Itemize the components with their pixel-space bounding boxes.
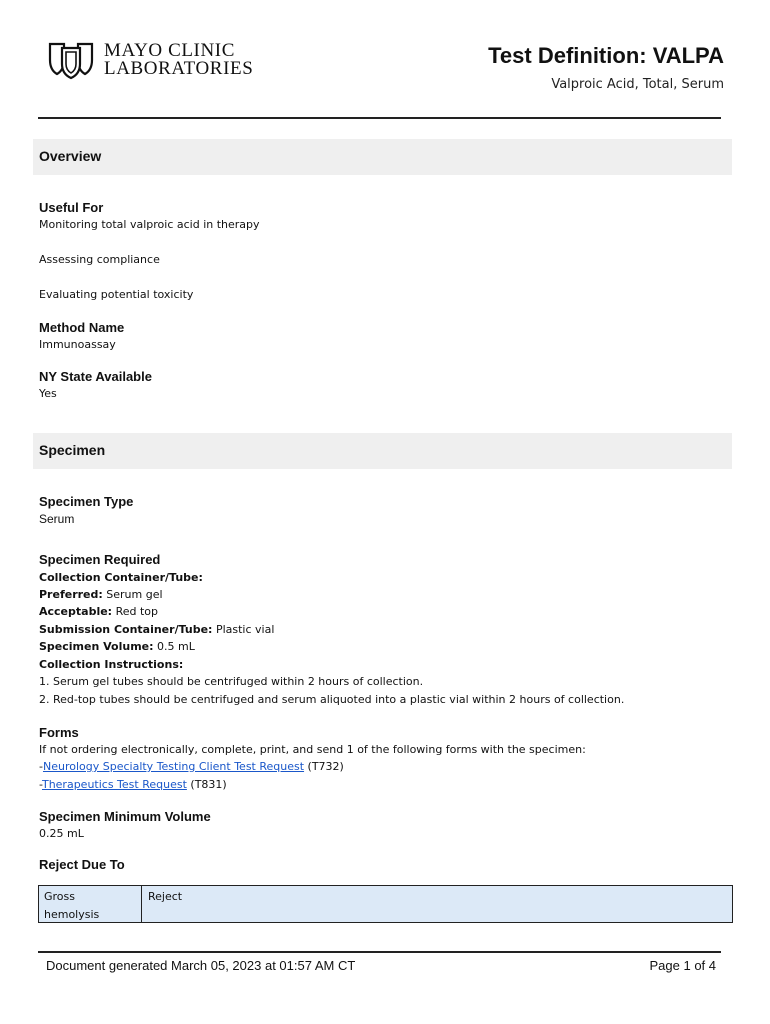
submission-container-row: Submission Container/Tube: Plastic vial — [39, 623, 275, 636]
generated-timestamp: Document generated March 05, 2023 at 01:57 AM CT — [46, 958, 356, 973]
collection-instructions-label: Collection Instructions: — [39, 658, 184, 671]
reject-action-cell: Reject — [148, 890, 183, 903]
method-name-heading: Method Name — [39, 320, 125, 335]
ny-state-value: Yes — [39, 387, 57, 400]
logo-line-1: MAYO CLINIC — [104, 40, 235, 61]
logo-line-2: LABORATORIES — [104, 58, 254, 79]
useful-for-item: Evaluating potential toxicity — [39, 288, 194, 301]
forms-intro: If not ordering electronically, complete, print, and send 1 of the following forms with the specimen: — [39, 743, 586, 756]
neurology-test-request-link[interactable]: Neurology Specialty Testing Client Test Request — [42, 760, 305, 773]
ny-state-heading: NY State Available — [39, 369, 152, 384]
footer-divider — [38, 951, 721, 953]
specimen-type-value: Serum — [39, 512, 75, 526]
useful-for-item: Assessing compliance — [39, 253, 160, 266]
document-subtitle: Valproic Acid, Total, Serum — [551, 77, 724, 92]
minimum-volume-heading: Specimen Minimum Volume — [39, 809, 211, 824]
minimum-volume-value: 0.25 mL — [39, 827, 84, 840]
reject-condition-cell: Gross hemolysis — [39, 886, 142, 922]
page-number: Page 1 of 4 — [649, 958, 716, 973]
acceptable-row: Acceptable: Red top — [39, 605, 158, 618]
useful-for-item: Monitoring total valproic acid in therapy — [39, 218, 260, 231]
useful-for-heading: Useful For — [39, 200, 104, 215]
specimen-volume-row: Specimen Volume: 0.5 mL — [39, 640, 195, 653]
method-name-value: Immunoassay — [39, 338, 116, 351]
collection-instruction-2: 2. Red-top tubes should be centrifuged and serum aliquoted into a plastic vial within 2 hours of collection. — [39, 693, 625, 706]
therapeutics-test-request-link[interactable]: Therapeutics Test Request — [41, 778, 187, 791]
form-item-t831: -Therapeutics Test Request (T831) — [39, 778, 227, 791]
specimen-type-heading: Specimen Type — [39, 494, 134, 509]
mayo-clinic-laboratories-logo — [46, 40, 253, 80]
specimen-section-title: Specimen — [39, 442, 106, 458]
overview-section-title: Overview — [39, 148, 102, 164]
collection-instruction-1: 1. Serum gel tubes should be centrifuged within 2 hours of collection. — [39, 675, 424, 688]
specimen-section-header — [33, 433, 732, 469]
reject-due-to-heading: Reject Due To — [39, 857, 125, 872]
overview-section-header — [33, 139, 732, 175]
header-divider — [38, 117, 721, 119]
collection-container-label: Collection Container/Tube: — [39, 571, 203, 584]
forms-heading: Forms — [39, 725, 79, 740]
specimen-required-heading: Specimen Required — [39, 552, 161, 567]
mayo-shields-icon — [46, 40, 96, 80]
reject-table — [38, 885, 733, 923]
preferred-row: Preferred: Serum gel — [39, 588, 163, 601]
document-title: Test Definition: VALPA — [488, 43, 724, 68]
form-item-t732: -Neurology Specialty Testing Client Test Request (T732) — [39, 760, 344, 773]
